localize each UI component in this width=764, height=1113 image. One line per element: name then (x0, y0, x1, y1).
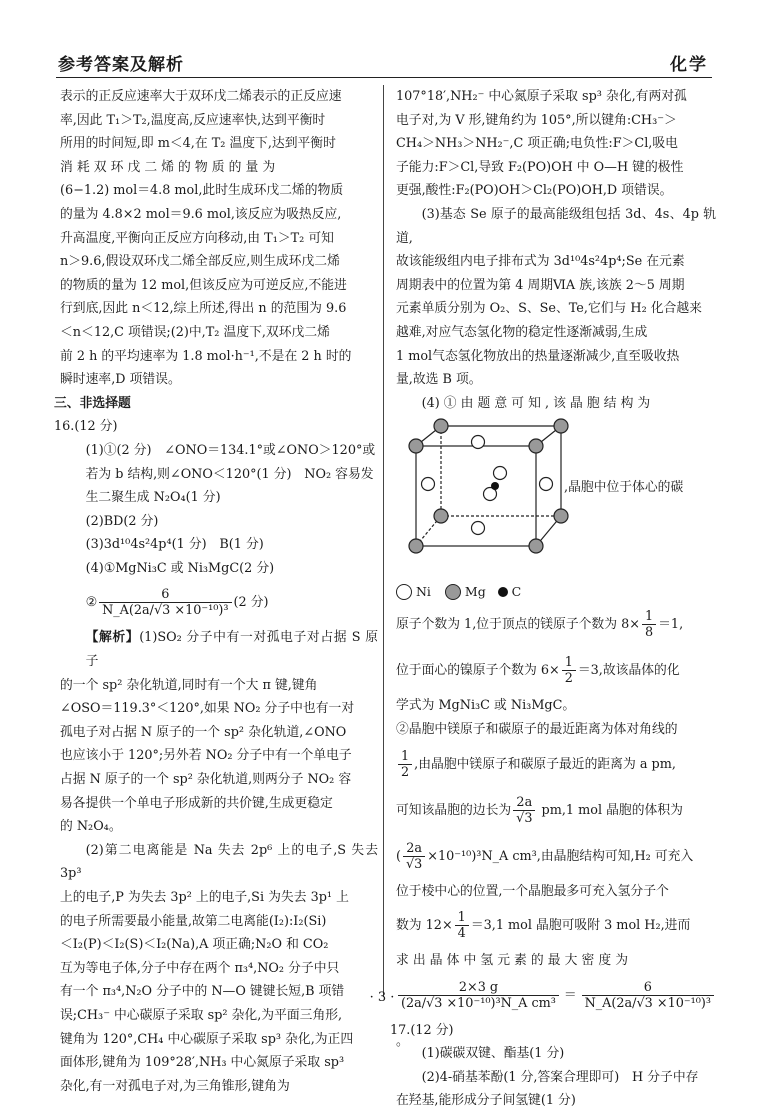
formula-suffix: (2 分) (233, 595, 269, 611)
text-line: 电子对,为 V 形,键角约为 105°,所以键角:CH₃⁻＞ (396, 112, 677, 128)
text-line: 的电子所需要最小能量,故第二电离能(I₂):I₂(Si) (60, 913, 327, 929)
text-line: 子能力:F＞Cl,导致 F₂(PO)OH 中 O—H 键的极性 (396, 159, 684, 175)
mg-atom (409, 539, 423, 553)
text-line: 前 2 h 的平均速率为 1.8 mol·h⁻¹,不是在 2 h 时的 (60, 348, 352, 364)
fraction (398, 749, 412, 780)
question-17-title: 17.(12 分) (390, 1022, 454, 1038)
fraction-numerator: 2×3 g (398, 980, 559, 996)
fraction-denominator: N_A(2a/√3 ×10⁻¹⁰)³ (584, 995, 711, 1011)
text-line: 元素单质分别为 O₂、S、Se、Te,它们与 H₂ 化合越来 (396, 301, 702, 317)
text-line: 行到底,因此 n＜12,综上所述,得出 n 的范围为 9.6 (60, 301, 347, 317)
text-line: 位于棱中心的位置,一个晶胞最多可充入氢分子个 (396, 883, 669, 899)
text-segment: ＝3,1 mol 晶胞可吸附 3 mol H₂,进而 (470, 918, 691, 934)
fraction-denominator: 4 (457, 926, 466, 942)
ni-atom (472, 436, 485, 449)
fraction-denominator: 8 (644, 625, 654, 641)
fraction (513, 795, 535, 826)
fraction (403, 841, 425, 872)
text-line: 所用的时间短,即 m＜4,在 T₂ 温度下,达到平衡时 (60, 136, 336, 152)
formula-line (60, 580, 378, 626)
formula-prefix: ② (85, 595, 98, 611)
answer-line: (3)3d¹⁰4s²4p⁴(1 分) B(1 分) (85, 537, 264, 553)
text-line: 的量为 4.8×2 mol＝9.6 mol,该反应为吸热反应, (60, 206, 342, 222)
text-line: ＜n＜12,C 项错误;(2)中,T₂ 温度下,双环戊二烯 (60, 324, 330, 340)
text-line-with-fraction (396, 903, 716, 949)
ni-atom (494, 467, 507, 480)
fraction (562, 655, 576, 686)
text-segment: 位于面心的镍原子个数为 6× (396, 663, 560, 679)
text-line: (6−1.2) mol＝4.8 mol,此时生成环戊二烯的物质 (60, 183, 344, 199)
text-line: (4) ① 由 题 意 可 知 , 该 晶 胞 结 构 为 (421, 395, 651, 411)
text-line: 上的电子,P 为失去 3p² 上的电子,Si 为失去 3p¹ 上 (60, 890, 349, 905)
text-segment: ( (396, 848, 401, 864)
fraction-numerator: 1 (398, 749, 412, 765)
answer-line: 在羟基,能形成分子间氢键(1 分) (396, 1093, 576, 1109)
c-legend-icon (498, 587, 508, 597)
crystal-legend (396, 580, 716, 602)
c-legend-label: C (511, 583, 522, 599)
text-line: 的物质的量为 12 mol,但该反应为可逆反应,不能进 (60, 277, 347, 293)
page-number: · 3 · (369, 990, 395, 1005)
text-line: 表示的正反应速率大于双环戊二烯表示的正反应速 (60, 89, 342, 104)
text-line: 消 耗 双 环 戊 二 烯 的 物 质 的 量 为 (60, 159, 276, 175)
text-line: 面体形,键角为 109°28′,NH₃ 中心氮原子采取 sp³ (60, 1055, 345, 1071)
text-line: 量,故选 B 项。 (396, 372, 482, 388)
text-line: 易各提供一个单电子形成新的共价键,生成更稳定 (60, 795, 333, 811)
text-segment: ＝3,故该晶体的化 (577, 663, 680, 679)
answer-line: (1)碳碳双键、酯基(1 分) (421, 1046, 565, 1062)
mg-atom (554, 509, 568, 523)
text-line: (3)基态 Se 原子的最高能级组包括 3d、4s、4p 轨道, (396, 206, 716, 246)
ni-atom (472, 522, 485, 535)
question-16-title: 16.(12 分) (54, 419, 118, 435)
text-line: ＜I₂(P)＜I₂(S)＜I₂(Na),A 项正确;N₂O 和 CO₂ (60, 937, 329, 953)
column-divider (383, 85, 384, 997)
text-segment: ＝1, (658, 617, 684, 633)
text-line: (2)第二电离能是 Na 失去 2p⁶ 上的电子,S 失去 3p³ (60, 842, 378, 882)
fraction-denominator: 2 (564, 671, 573, 687)
text-line: 杂化,有一对孤电子对,为三角锥形,键角为 (60, 1078, 290, 1094)
text-line-with-fraction (396, 602, 716, 648)
c-atom (491, 482, 499, 490)
fraction-numerator: 1 (562, 655, 576, 671)
text-line: 107°18′,NH₂⁻ 中心氮原子采取 sp³ 杂化,有两对孤 (396, 89, 687, 104)
mg-legend-label: Mg (464, 583, 486, 599)
text-line: 求 出 晶 体 中 氢 元 素 的 最 大 密 度 为 (396, 953, 629, 969)
text-line: 孤电子对占据 N 原子的一个 sp² 杂化轨道,∠ONO (60, 724, 347, 740)
fraction-numerator: 1 (642, 609, 656, 625)
text-line: 学式为 MgNi₃C 或 Ni₃MgC。 (396, 698, 576, 714)
fraction (642, 609, 656, 640)
fraction-denominator: √3 (406, 856, 423, 872)
crystal-cell-diagram (396, 418, 716, 578)
fraction-numerator: 2a (403, 841, 425, 857)
answer-line: 若为 b 结构,则∠ONO＜120°(1 分) NO₂ 容易发 (85, 466, 374, 482)
text-segment: 。 (396, 1033, 409, 1049)
text-line: ∠OSO＝119.3°＜120°,如果 NO₂ 分子中也有一对 (60, 701, 355, 717)
text-segment: 原子个数为 1,位于顶点的镁原子个数为 8× (396, 617, 640, 633)
text-line: CH₄＞NH₃＞NH₂⁻,C 项正确;电负性:F＞Cl,吸电 (396, 136, 678, 152)
fraction (455, 910, 469, 941)
text-line: 有一个 π₃⁴,N₂O 分子中的 N—O 键键长短,B 项错 (60, 984, 345, 1000)
answer-line: (2)4-硝基苯酚(1 分,答案合理即可) H 分子中存 (421, 1069, 699, 1085)
mg-atom (529, 539, 543, 553)
crystal-figure (396, 418, 716, 578)
fraction-denominator: (2a/√3 ×10⁻¹⁰)³N_A cm³ (401, 995, 556, 1011)
text-line: 键角为 120°,CH₄ 中心碳原子采取 sp³ 杂化,为正四 (60, 1031, 354, 1047)
text-line-with-fraction (396, 788, 716, 834)
mg-atom (409, 439, 423, 453)
text-line: 周期表中的位置为第 4 周期ⅥA 族,该族 2～5 周期 (396, 277, 685, 293)
text-line: 的 N₂O₄。 (60, 819, 122, 835)
text-line: 1 mol气态氢化物放出的热量逐渐减少,直至吸收热 (396, 348, 680, 364)
fraction-denominator: √3 (516, 810, 533, 826)
doc-subject: 化学 (670, 55, 708, 75)
text-line: n＞9.6,假设双环戊二烯全部反应,则生成环戊二烯 (60, 254, 340, 270)
text-line: 故该能级组内电子排布式为 3d¹⁰4s²4p⁴;Se 在元素 (396, 254, 685, 270)
fraction-numerator: 1 (455, 910, 469, 926)
analysis-text: (1)SO₂ 分子中有一对孤电子对占据 S 原子 (85, 630, 378, 670)
analysis-line (60, 626, 378, 673)
right-column (390, 85, 716, 1113)
ni-legend-icon (396, 584, 412, 600)
text-line: 误;CH₃⁻ 中心碳原子采取 sp² 杂化,为平面三角形, (60, 1007, 343, 1023)
mg-atom (554, 419, 568, 433)
section-heading: 三、非选择题 (54, 395, 131, 411)
fraction-denominator: N_A(2a/√3 ×10⁻¹⁰)³ (102, 603, 229, 619)
text-segment: pm,1 mol 晶胞的体积为 (537, 802, 683, 818)
text-line: 瞬时速率,D 项错误。 (60, 372, 181, 388)
text-segment: ,由晶胞中镁原子和碳原子最近的距离为 a pm, (414, 756, 676, 772)
text-line-with-fraction (396, 742, 716, 788)
text-line: ②晶胞中镁原子和碳原子的最近距离为体对角线的 (396, 721, 678, 737)
fraction-numerator: 2a (513, 795, 535, 811)
fraction-numerator: 6 (99, 587, 231, 603)
fraction (99, 587, 231, 618)
fraction-denominator: 2 (401, 764, 410, 780)
mg-atom (434, 419, 448, 433)
ni-atom (422, 478, 435, 491)
text-line: 更强,酸性:F₂(PO)OH＞Cl₂(PO)OH,D 项错误。 (396, 183, 673, 199)
left-column (54, 85, 378, 1098)
text-line: 也应该小于 120°;另外若 NO₂ 分子中有一个单电子 (60, 748, 352, 764)
mg-atom (529, 439, 543, 453)
mg-atom (434, 509, 448, 523)
crystal-caption: ,晶胞中位于体心的碳 (564, 480, 684, 496)
text-line: 升高温度,平衡向正反应方向移动,由 T₁＞T₂ 可知 (60, 230, 334, 246)
header-rule (56, 77, 712, 78)
text-line: 的一个 sp² 杂化轨道,同时有一个大 π 键,键角 (60, 677, 318, 693)
answer-line: (1)①(2 分) ∠ONO＝134.1°或∠ONO＞120°或 (85, 442, 376, 458)
answer-line: 生二聚生成 N₂O₄(1 分) (85, 490, 221, 506)
text-line: 互为等电子体,分子中存在两个 π₃⁴,NO₂ 分子中只 (60, 960, 340, 976)
text-segment: ×10⁻¹⁰)³N_A cm³,由晶胞结构可知,H₂ 可充入 (427, 848, 694, 864)
text-segment: 数为 12× (396, 918, 453, 934)
text-line: 率,因此 T₁＞T₂,温度高,反应速率快,达到平衡时 (60, 112, 326, 128)
answer-line: (2)BD(2 分) (85, 513, 159, 529)
ni-legend-label: Ni (415, 583, 431, 599)
ni-atom (540, 478, 553, 491)
text-line-with-fraction (396, 834, 716, 880)
mg-legend-icon (445, 584, 461, 600)
doc-header-title: 参考答案及解析 (58, 55, 184, 75)
answer-line: (4)①MgNi₃C 或 Ni₃MgC(2 分) (85, 560, 275, 576)
equals-sign: ＝ (560, 987, 580, 1003)
text-line: 越难,对应气态氢化物的稳定性逐渐减弱,生成 (396, 324, 648, 340)
fraction-numerator: 6 (582, 980, 714, 996)
text-line-with-fraction (396, 648, 716, 694)
text-line: 占据 N 原子的一个 sp² 杂化轨道,则两分子 NO₂ 容 (60, 772, 352, 788)
text-segment: 可知该晶胞的边长为 (396, 802, 512, 818)
analysis-label: 【解析】 (85, 630, 140, 646)
